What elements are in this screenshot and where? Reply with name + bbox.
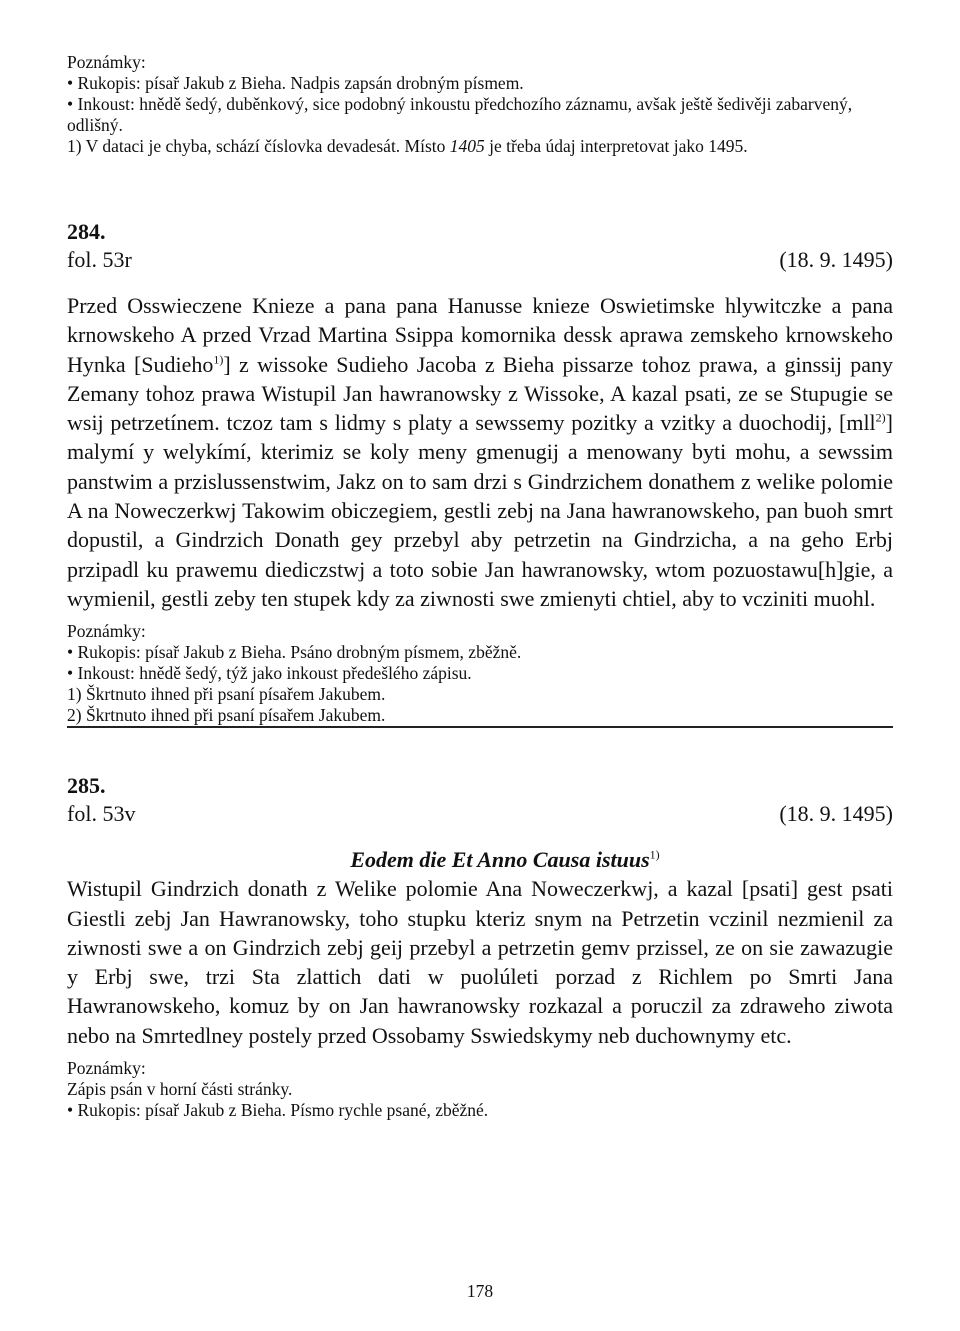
entry-date: (18. 9. 1495) — [779, 247, 893, 272]
entry-date: (18. 9. 1495) — [779, 801, 893, 827]
folio-row — [67, 246, 893, 274]
top-notes — [67, 52, 893, 157]
folio: fol. 53r — [67, 247, 132, 272]
entry-284 — [67, 218, 893, 728]
note-line: 2) Škrtnuto ihned při psaní písařem Jakubem. — [67, 705, 386, 726]
note-line: • Rukopis: písař Jakub z Bieha. Písmo rychle psané, zběžné. — [67, 1100, 489, 1121]
note-line: • Inkoust: hnědě šedý, týž jako inkoust předešlého zápisu. — [67, 663, 472, 684]
entry-notes — [67, 1058, 893, 1121]
text-segment: Przed Osswieczene Knieze a pana pana Hanusse knieze Oswietimske hlywitczke a pana krnowskeho A przed Vrzad Martina Ssippa komornika dessk aprawa zemskeho krnowskeho Hynka [Sudieho — [67, 293, 893, 377]
entry-notes — [67, 621, 893, 726]
entry-text: Wistupil Gindrzich donath z Welike polomie Ana Noweczerkwj, a kazal [psati] gest psati Giestli zebj Jan Hawranowsky, toho stupku kteriz snym na Petrzetin vczinil nezmienil za ziwnosti swe a on Gindrzich zebj geij przebyl a petrzetin gemv przissel, ze on sie zawazugie y Erbj swe, trzi Sta zlattich dati w puolúleti porzad z Richlem po Smrti Jana Hawranowskeho, komuz by on Jan hawranowsky rozkazal a poruczil za zdraweho ziwota nebo na Smrtedlney postely przed Ossobamy Sswiedskymy neb duchownymy etc. — [67, 876, 893, 1048]
notes-heading: Poznámky: — [67, 52, 146, 72]
text-segment: ] malymí y welykímí, kterimiz se koly meny gmenugij a menowany byti mohu, a sewssim panstwim a przislussenstwim, Jakz on to sam drzi s Gindrzichem donathem z welike polomie A na Noweczerkwj Takowim obiczegiem, gestli zebj na Jana hawranowskeho, pan buoh smrt dopustil, a Gindrzich Donath gey przebyl aby petrzetin na Gindrzicha, a na geho Erbj przipadl ku prawemu diediczstwj a toto sobie Jan hawranowsky, wtom pozuostawu[h]gie, a wymienil, gestli zeby ten stupek kdy za ziwnosti swe zmienyti chtiel, aby to vcziniti muohl. — [67, 410, 893, 611]
note-line: Zápis psán v horní části stránky. — [67, 1079, 293, 1100]
footnote-marker: 1) — [649, 847, 660, 862]
entry-number: 284. — [67, 219, 106, 244]
folio-row — [67, 800, 893, 828]
entry-number: 285. — [67, 773, 106, 799]
text-segment: ] z wissoke Sudieho Jacoba z Bieha pissarze tohoz prawa, a ginssij pany Zemany tohoz prawa Wistupil Jan hawranowsky z Wissoke, A kazal psati, ze se Stupugie se wsij petrzetínem. tczoz tam s lidmy s platy a sewssemy pozitky a vzitky a duochodij, [mll — [67, 351, 894, 436]
footnote-line — [67, 136, 893, 157]
footnote-marker: 1) — [213, 352, 224, 367]
footnote-marker: 2) — [875, 410, 886, 425]
entry-heading — [67, 846, 893, 874]
note-line: 1) Škrtnuto ihned při psaní písařem Jakubem. — [67, 684, 386, 705]
footnote-year: 1405 — [449, 136, 485, 156]
document-page — [67, 52, 893, 1121]
footnote-text: je třeba údaj interpretovat jako 1495. — [484, 136, 748, 156]
note-line: • Inkoust: hnědě šedý, duběnkový, sice podobný inkoustu předchozího záznamu, avšak ještě šedivěji zabarvený, odlišný. — [67, 94, 853, 135]
entry-285 — [67, 772, 893, 1121]
notes-heading: Poznámky: — [67, 1058, 146, 1079]
heading-text: Eodem die Et Anno Causa istuus — [350, 847, 650, 873]
folio: fol. 53v — [67, 801, 136, 827]
note-line: • Rukopis: písař Jakub z Bieha. Psáno drobným písmem, zběžně. — [67, 642, 522, 663]
page-number: 178 — [466, 1281, 494, 1301]
footnote-text: 1) V dataci je chyba, schází číslovka devadesát. Místo — [67, 136, 450, 156]
notes-heading: Poznámky: — [67, 621, 146, 642]
note-line: • Rukopis: písař Jakub z Bieha. Nadpis zapsán drobným písmem. — [67, 73, 524, 93]
entry-text — [67, 291, 893, 613]
